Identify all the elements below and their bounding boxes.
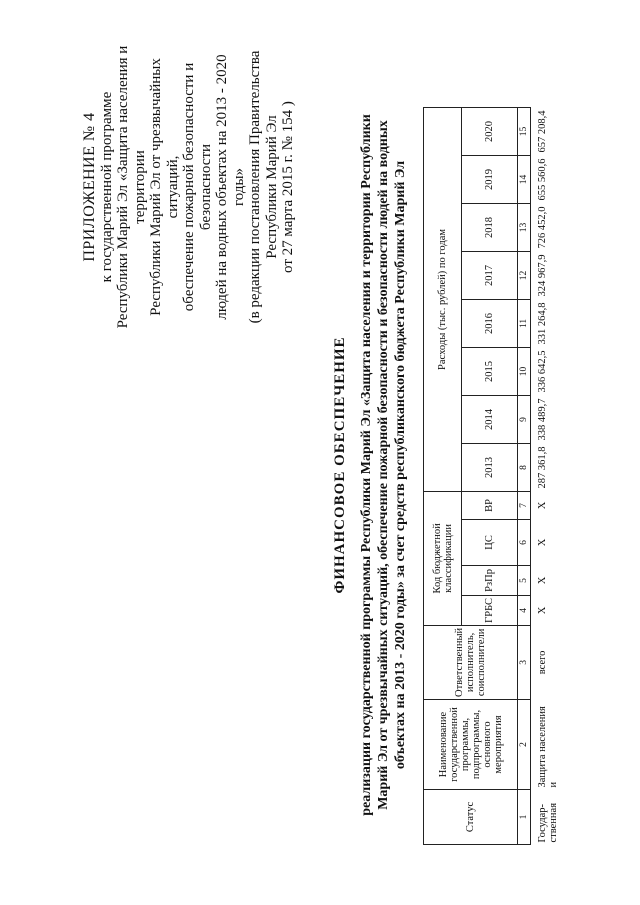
header-year: 2019 xyxy=(462,155,518,203)
header-year: 2020 xyxy=(462,107,518,155)
column-number: 15 xyxy=(518,107,531,155)
header-year: 2017 xyxy=(462,251,518,299)
column-number: 8 xyxy=(518,443,531,491)
row-value: 338 489,7 xyxy=(537,398,548,441)
header-status: Статус xyxy=(424,790,518,845)
column-number-row xyxy=(518,107,531,844)
document-title: ФИНАНСОВОЕ ОБЕСПЕЧЕНИЕ xyxy=(332,336,348,594)
column-number: 7 xyxy=(518,491,531,519)
row-value: 287 361,8 xyxy=(537,446,548,489)
row-value: 336 642,5 xyxy=(537,350,548,393)
column-number: 12 xyxy=(518,251,531,299)
row-value: 324 967,9 xyxy=(537,254,548,297)
row-value: 655 560,6 xyxy=(537,158,548,201)
appendix-line: Республики Марий Эл от чрезвычайных ситуаций, xyxy=(148,58,181,316)
header-year: 2015 xyxy=(462,347,518,395)
row-code: Х xyxy=(537,501,548,510)
column-number: 9 xyxy=(518,395,531,443)
column-number: 10 xyxy=(518,347,531,395)
column-number: 5 xyxy=(518,565,531,595)
row-code: Х xyxy=(537,606,548,615)
row-value: 331 264,8 xyxy=(537,302,548,345)
row-code: Х xyxy=(537,538,548,547)
appendix-line: людей на водных объектах на 2013 - 2020 годы» xyxy=(214,54,247,320)
column-number: 3 xyxy=(518,625,531,699)
header-name: Наименование государственной программы, подпрограммы, основного мероприятия xyxy=(424,700,518,790)
header-year: 2016 xyxy=(462,299,518,347)
row-name: Защита населения и xyxy=(537,706,559,788)
appendix-line: Республики Марий Эл xyxy=(263,115,280,259)
header-code-rzpr: РзПр xyxy=(462,565,518,595)
appendix-line: Республики Марий Эл «Защита населения и территории xyxy=(115,45,148,329)
row-status: Государ-ственная xyxy=(537,802,559,843)
header-code-vr: ВР xyxy=(462,491,518,519)
appendix-line: обеспечение пожарной безопасности и безопасности xyxy=(181,62,214,312)
financing-table-wrapper xyxy=(423,107,574,845)
column-number: 13 xyxy=(518,203,531,251)
column-number: 4 xyxy=(518,595,531,625)
column-number: 6 xyxy=(518,519,531,565)
row-code: Х xyxy=(537,576,548,585)
header-year: 2013 xyxy=(462,443,518,491)
appendix-title: ПРИЛОЖЕНИЕ № 4 xyxy=(81,112,98,262)
row-value: 726 452,0 xyxy=(537,206,548,249)
header-budget-code: Код бюджетной классификации xyxy=(424,491,462,625)
column-number: 2 xyxy=(518,700,531,790)
appendix-line: к государственной программе xyxy=(98,91,115,283)
financing-table xyxy=(423,107,574,845)
heading-line: Марий Эл от чрезвычайных ситуаций, обеспечение пожарной безопасности и безопасности людей на водных xyxy=(376,120,391,810)
table-row xyxy=(531,107,575,844)
appendix-line: (в редакции постановления Правительства xyxy=(247,50,263,324)
row-executor: всего xyxy=(537,650,548,675)
row-value: 657 208,4 xyxy=(537,110,548,153)
header-expenses: Расходы (тыс. рублей) по годам xyxy=(424,107,462,491)
header-code-cs: ЦС xyxy=(462,519,518,565)
document-heading xyxy=(332,105,409,825)
column-number: 11 xyxy=(518,299,531,347)
heading-line: реализации государственной программы Республики Марий Эл «Защита населения и территории Республики xyxy=(359,114,374,816)
header-year: 2018 xyxy=(462,203,518,251)
appendix-block xyxy=(82,37,297,337)
column-number: 1 xyxy=(518,790,531,845)
header-executor: Ответственный исполнитель, соисполнители xyxy=(424,625,518,699)
appendix-line: от 27 марта 2015 г. № 154 ) xyxy=(280,101,296,273)
column-number: 14 xyxy=(518,155,531,203)
header-code-grbs: ГРБС xyxy=(462,595,518,625)
heading-line: объектах на 2013 - 2020 годы» за счет средств республиканского бюджета Республики Марий Эл xyxy=(393,160,408,770)
header-year: 2014 xyxy=(462,395,518,443)
